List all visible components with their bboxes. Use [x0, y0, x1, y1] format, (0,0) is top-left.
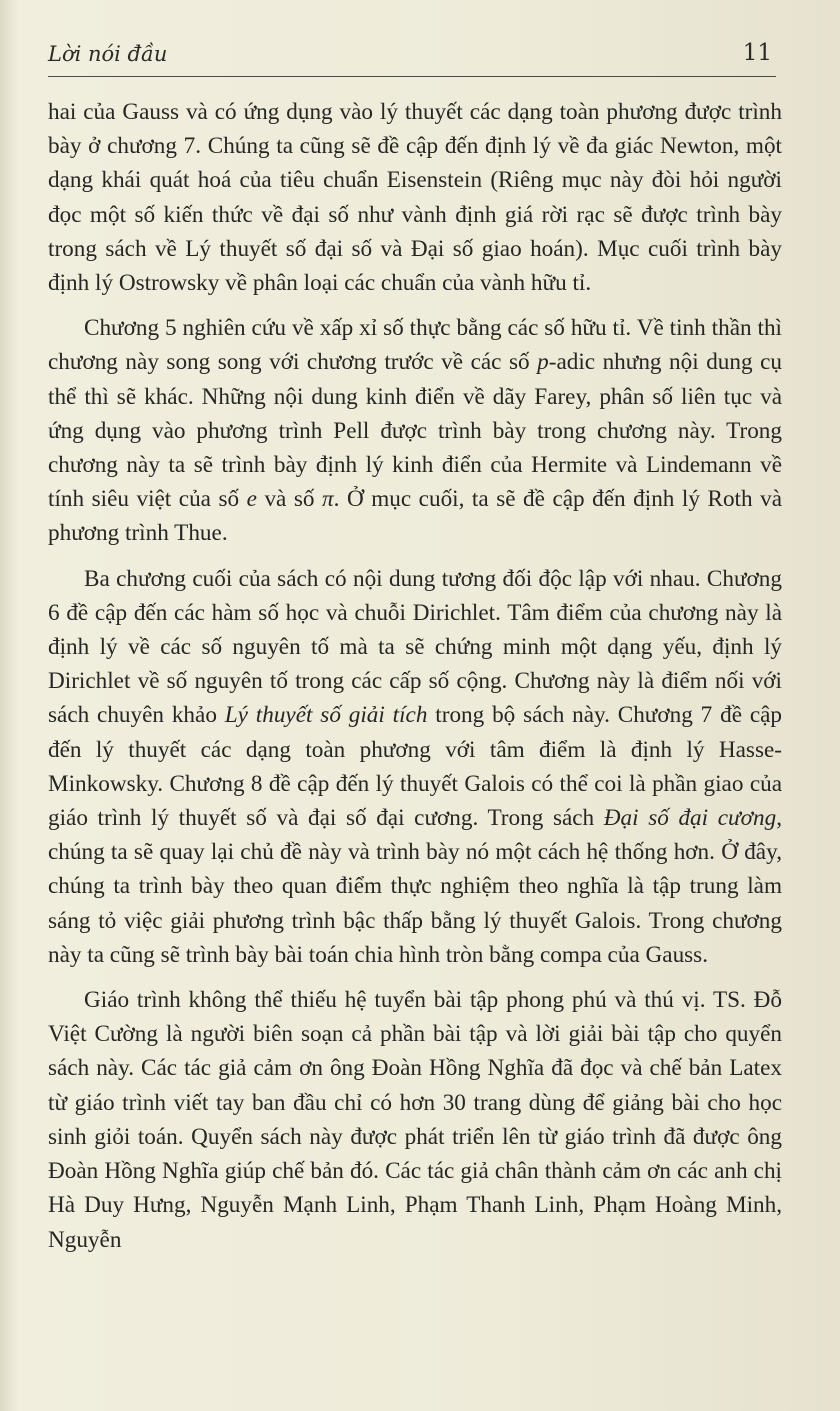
page-gutter-shadow — [0, 0, 18, 1411]
paragraph-2-text-1: Chương 5 nghiên cứu về xấp xỉ số thực bằng các số hữu tỉ. Về tinh thần thì chương này song song với chương trước về các số — [48, 315, 782, 376]
paragraph-1 — [48, 95, 782, 300]
paragraph-2-text-4: . Ở mục cuối, ta sẽ đề cập đến định lý Roth và phương trình Thue. — [48, 486, 782, 547]
paragraph-2-text-3: và số — [256, 486, 323, 513]
paragraph-2 — [48, 311, 782, 550]
paragraph-3-italic-book-2: Đại số đại cương — [603, 805, 777, 832]
running-header — [48, 40, 776, 74]
paragraph-2-italic-e: e — [246, 486, 257, 513]
paragraph-2-text-2: -adic nhưng nội dung cụ thể thì sẽ khác. Những nội dung kinh điển về dãy Farey, phân số liên tục và ứng dụng vào phương trình Pell được trình bày trong chương này. Trong chương này ta sẽ trình bày định lý kinh điển của Hermite và Lindemann về tính siêu việt của số — [48, 349, 782, 513]
paragraph-3-text-1: Ba chương cuối của sách có nội dung tương đối độc lập với nhau. Chương 6 đề cập đến các hàm số học và chuỗi Dirichlet. Tâm điểm của chương này là định lý về các số nguyên tố mà ta sẽ chứng minh một dạng yếu, định lý Dirichlet về số nguyên tố trong các cấp số cộng. Chương này là điểm nối với sách chuyên khảo — [48, 565, 782, 729]
paragraph-3-text-2: trong bộ sách này. Chương 7 đề cập đến lý thuyết các dạng toàn phương với tâm điểm là định lý Hasse-Minkowsky. Chương 8 đề cập đến lý thuyết Galois có thể coi là phần giao của giáo trình lý thuyết số và đại số đại cương. Trong sách — [48, 702, 782, 832]
paragraph-3-text-3: , chúng ta sẽ quay lại chủ đề này và trình bày nó một cách hệ thống hơn. Ở đây, chúng ta trình bày theo quan điểm thực nghiệm theo nghĩa là tập trung làm sáng tỏ việc giải phương trình bậc thấp bằng lý thuyết Galois. Trong chương này ta cũng sẽ trình bày bài toán chia hình tròn bằng compa của Gauss. — [48, 805, 782, 968]
body-text — [48, 95, 782, 1268]
paragraph-1-text: hai của Gauss và có ứng dụng vào lý thuyết các dạng toàn phương được trình bày ở chương 7. Chúng ta cũng sẽ đề cập đến định lý về đa giác Newton, một dạng khái quát hoá của tiêu chuẩn Eisenstein (Riêng mục này đòi hỏi người đọc một số kiến thức về đại số như vành định giá rời rạc sẽ được trình bày trong sách về Lý thuyết số đại số và Đại số giao hoán). Mục cuối trình bày định lý Ostrowsky về phân loại các chuẩn của vành hữu tỉ. — [48, 99, 782, 297]
paragraph-2-italic-p: p — [537, 349, 549, 376]
paragraph-3 — [48, 562, 782, 972]
chapter-title: Lời nói đầu — [48, 42, 168, 66]
paragraph-4-text: Giáo trình không thể thiếu hệ tuyển bài tập phong phú và thú vị. TS. Đỗ Việt Cường là người biên soạn cả phần bài tập và lời giải bài tập cho quyển sách này. Các tác giả cảm ơn ông Đoàn Hồng Nghĩa đã đọc và chế bản Latex từ giáo trình viết tay ban đầu chỉ có hơn 30 trang dùng để giảng bài cho học sinh giỏi toán. Quyển sách này được phát triển lên từ giáo trình đã được ông Đoàn Hồng Nghĩa giúp chế bản đó. Các tác giả chân thành cảm ơn các anh chị Hà Duy Hưng, Nguyễn Mạnh Linh, Phạm Thanh Linh, Phạm Hoàng Minh, Nguyễn — [48, 987, 782, 1253]
header-rule — [48, 76, 776, 77]
paragraph-4 — [48, 983, 782, 1257]
paragraph-2-italic-pi: π — [322, 486, 334, 513]
paragraph-3-italic-book-1: Lý thuyết số giải tích — [224, 702, 428, 729]
page-number: 11 — [742, 40, 772, 66]
